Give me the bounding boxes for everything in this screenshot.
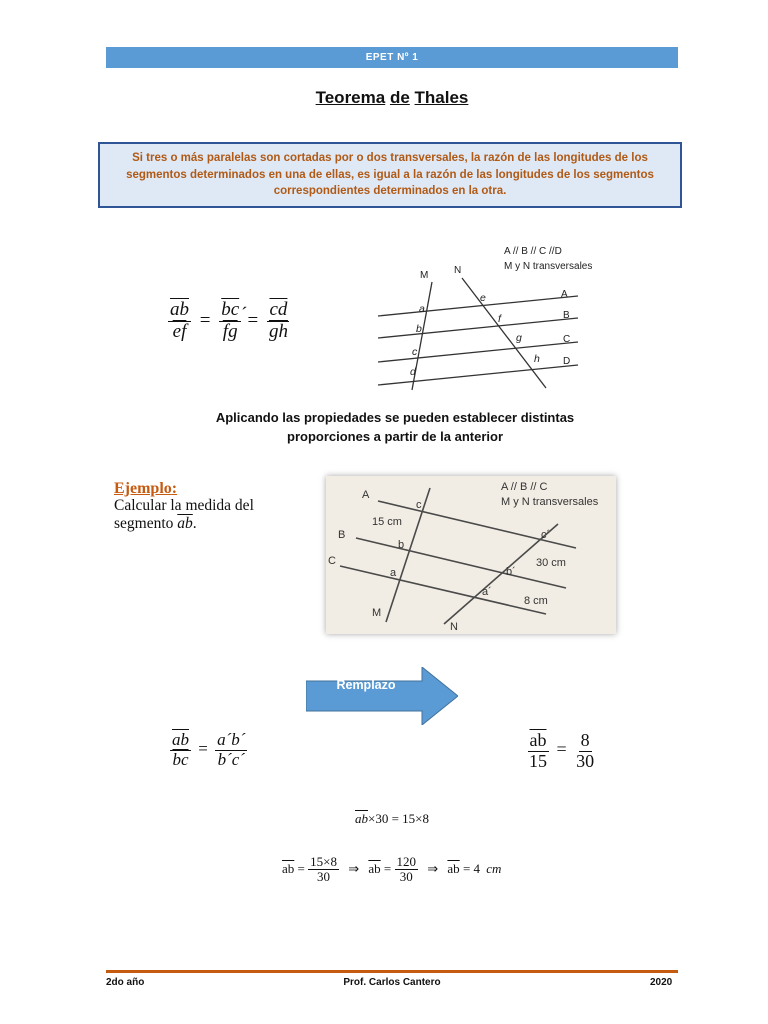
label-seg-a: a — [419, 303, 425, 315]
footer-line — [106, 970, 678, 973]
label-seg-f: f — [498, 313, 501, 325]
fraction-prime — [215, 731, 247, 769]
equals-sign: = — [198, 739, 208, 759]
label-N: N — [450, 621, 458, 633]
title-word-3: Thales — [414, 88, 469, 107]
fraction-8-30 — [574, 731, 596, 772]
fraction-numerator: $\overline{bc}$ — [221, 299, 240, 320]
measure-8: 8 cm — [524, 595, 548, 607]
label-seg-h: h — [534, 353, 540, 365]
fraction-denominator: ef — [172, 320, 187, 342]
footer-left: 2do año — [106, 977, 145, 988]
label-D: D — [563, 356, 571, 367]
equals-sign: = — [556, 739, 567, 760]
label-c: c — [416, 499, 422, 511]
footer-right: 2020 — [650, 977, 673, 988]
fraction-denominator: fg — [222, 320, 238, 342]
fraction-ab-bc — [170, 731, 191, 769]
fraction-120-30 — [395, 855, 419, 885]
fraction-numerator: $\overline{ab}$ — [170, 299, 189, 320]
fraction-ab-15 — [527, 731, 549, 772]
fraction-15x8-30 — [308, 855, 339, 885]
fraction-numerator: $\overline{cd}$ — [269, 299, 288, 320]
proportion-formula — [168, 300, 290, 343]
label-n: N — [454, 265, 462, 276]
label-m: M — [420, 270, 429, 281]
equals-sign: = — [297, 860, 305, 876]
label-A: A — [561, 289, 568, 300]
example-line-2-text: segmento — [114, 515, 174, 532]
example-line-1: Calcular la medida del — [114, 497, 254, 514]
title-word-1: Teorema — [315, 88, 386, 107]
legend-transversal: M y N transversales — [501, 496, 599, 508]
fraction-numerator: $\overline{ab}$ — [172, 730, 189, 749]
fraction-denominator: 30 — [317, 869, 331, 885]
fraction-denominator: b´c´ — [217, 749, 245, 769]
fraction-bc-fg — [219, 300, 241, 343]
accent-mark: ´ — [241, 303, 248, 325]
equals-sign: = — [383, 860, 392, 876]
label-B: B — [563, 310, 570, 321]
equation-left — [170, 731, 247, 769]
equation-solve — [282, 855, 501, 885]
label-A: A — [362, 489, 370, 501]
header-bar — [106, 47, 678, 68]
equation-cross — [355, 811, 429, 827]
fraction-denominator: 30 — [576, 750, 595, 771]
example-line-2 — [114, 515, 254, 533]
fraction-numerator: 15×8 — [310, 854, 337, 869]
legend-parallel: A // B // C — [501, 481, 548, 493]
label-b: b — [398, 539, 405, 551]
replace-arrow — [306, 667, 458, 725]
label-seg-g: g — [516, 332, 522, 344]
measure-15: 15 cm — [372, 516, 402, 528]
footer-center: Prof. Carlos Cantero — [343, 977, 441, 988]
legend-parallel: A // B // C //D — [504, 246, 562, 257]
fraction-denominator: gh — [268, 320, 288, 342]
label-M: M — [372, 607, 382, 619]
transversal-n — [462, 278, 546, 388]
label-seg-c: c — [412, 346, 418, 358]
equation-cross-rest: ×30 = 15×8 — [368, 811, 429, 826]
arrow-shape — [306, 667, 458, 725]
solve-ab-2: $\overline{ab}$ — [368, 860, 381, 876]
example-statement — [114, 497, 254, 533]
fraction-denominator: 30 — [399, 869, 413, 885]
label-b-prime: b´ — [506, 566, 516, 578]
implies-arrow: ⇒ — [348, 860, 360, 876]
fraction-numerator: a´b´ — [217, 730, 246, 749]
properties-line-1: Aplicando las propiedades se pueden establecer distintas — [215, 410, 575, 425]
example-segment: $\overline{ab}$ — [177, 515, 193, 532]
properties-text — [0, 408, 768, 446]
label-C: C — [563, 334, 571, 345]
fraction-denominator: 15 — [529, 750, 547, 771]
equals-sign: = — [247, 309, 259, 331]
fraction-cd-gh — [267, 300, 290, 343]
label-seg-d: d — [410, 366, 416, 378]
example-photo — [326, 476, 616, 634]
example-colon: : — [171, 480, 178, 497]
label-seg-e: e — [480, 292, 486, 304]
measure-30: 30 cm — [536, 557, 566, 569]
equation-right — [527, 731, 596, 772]
label-a: a — [390, 567, 397, 579]
fraction-ab-ef — [168, 300, 191, 343]
arrow-label: Remplazo — [336, 678, 396, 692]
solve-unit: cm — [486, 860, 502, 876]
equation-ab: $\overline{ab}$ — [355, 811, 368, 826]
parallel-line-d — [378, 365, 578, 385]
title-word-2: de — [389, 88, 410, 107]
fraction-denominator: bc — [172, 749, 189, 769]
fraction-numerator: 120 — [396, 854, 416, 869]
label-B: B — [338, 529, 346, 541]
fraction-numerator: $\overline{ab}$ — [529, 730, 547, 750]
properties-line-2: proporciones a partir de la anterior — [287, 429, 503, 444]
example-label: Ejemplo — [114, 480, 172, 497]
legend-transversal: M y N transversales — [504, 261, 593, 272]
theorem-text: Si tres o más paralelas son cortadas por o dos transversales, la razón de las longitudes de los segmentos determinados en una de ellas, es igual a la razón de las longitudes de los segmentos correspondientes determinados en la otra. — [126, 152, 654, 197]
label-seg-b: b — [416, 323, 422, 335]
label-C: C — [328, 555, 336, 567]
parallel-line-c — [378, 342, 578, 362]
example-period: . — [192, 515, 197, 532]
equals-sign: = — [199, 309, 211, 331]
example-heading — [114, 480, 177, 498]
thales-diagram-1 — [368, 238, 638, 398]
solve-result: = 4 — [462, 860, 481, 876]
thales-diagram-2 — [326, 476, 616, 634]
theorem-box — [98, 142, 682, 208]
fraction-numerator: 8 — [580, 730, 590, 750]
parallel-line-b — [378, 318, 578, 338]
implies-arrow: ⇒ — [427, 860, 439, 876]
header-label: EPET Nº 1 — [365, 52, 419, 63]
page-title — [0, 88, 768, 108]
solve-ab-3: $\overline{ab}$ — [447, 860, 460, 876]
label-a-prime: a´ — [482, 586, 492, 598]
solve-ab-1: $\overline{ab}$ — [282, 860, 295, 876]
label-c-prime: c´ — [541, 529, 551, 541]
